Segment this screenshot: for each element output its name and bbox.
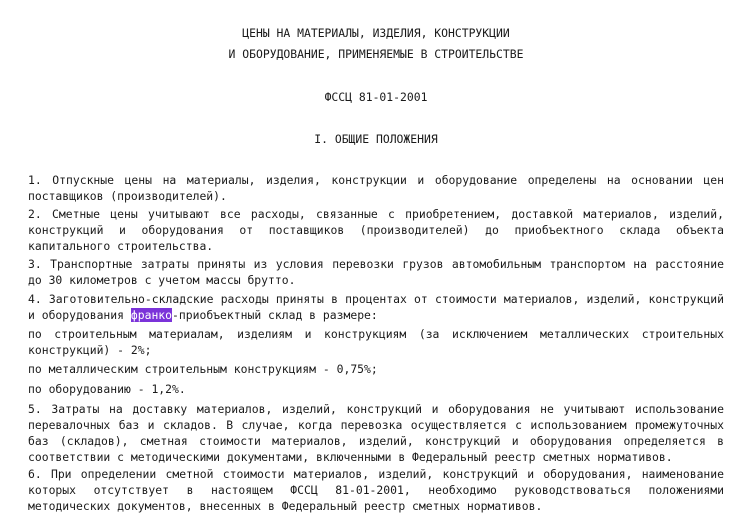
list-item-equipment: по оборудованию - 1,2%. [28,382,186,396]
paragraph-6: 6. При определении сметной стоимости материалов, изделий, конструкций и оборудования, наименование которых отсутствует в настоящем ФССЦ 81-01-2001, необходимо руководствоваться положениями методических документов, внесенных в Федеральный реестр сметных нормативов. [28,467,724,513]
paragraph-5: 5. Затраты на доставку материалов, изделий, конструкций и оборудования не учитывают использование перевалочных баз и складов. В случае, когда перевозка осуществляется с использованием промежуточных баз (складов), сметная стоимости материалов, изделий, конструкций и оборудования определяется в соответствии с методическими документами, включенными в Федеральный реестр сметных нормативов. [28,402,724,464]
selected-text-highlight[interactable]: франко [130,308,173,322]
paragraph-4 [28,291,724,323]
title-line-1: ЦЕНЫ НА МАТЕРИАЛЫ, ИЗДЕЛИЯ, КОНСТРУКЦИИ [242,26,510,40]
paragraph-3: 3. Транспортные затраты приняты из условия перевозки грузов автомобильным транспортом на расстояние до 30 километров с учетом массы брутто. [28,257,724,287]
paragraph-4-text-end: -приобъектный склад в размере: [172,308,378,322]
list-item-materials: по строительным материалам, изделиям и конструкциям (за исключением металлических строительных конструкций) - 2%; [28,327,724,357]
document-code: ФССЦ 81-01-2001 [324,90,428,104]
paragraph-4-text-start: 4. Заготовительно-складские расходы приняты в процентах от стоимости материалов, изделий, конструкций и оборудования [28,292,724,322]
list-item-metal-structures: по металлическим строительным конструкциям - 0,75%; [28,362,378,376]
paragraph-1: 1. Отпускные цены на материалы, изделия, конструкции и оборудование определены на основании цен поставщиков (производителей). [28,173,724,203]
title-line-2: И ОБОРУДОВАНИЕ, ПРИМЕНЯЕМЫЕ В СТРОИТЕЛЬСТВЕ [228,47,524,61]
paragraph-2: 2. Сметные цены учитывают все расходы, связанные с приобретением, доставкой материалов, изделий, конструкций и оборудования от поставщиков (производителей) до приобъектного склада объекта капитального строительства. [28,207,724,253]
section-heading: I. ОБЩИЕ ПОЛОЖЕНИЯ [314,132,438,146]
